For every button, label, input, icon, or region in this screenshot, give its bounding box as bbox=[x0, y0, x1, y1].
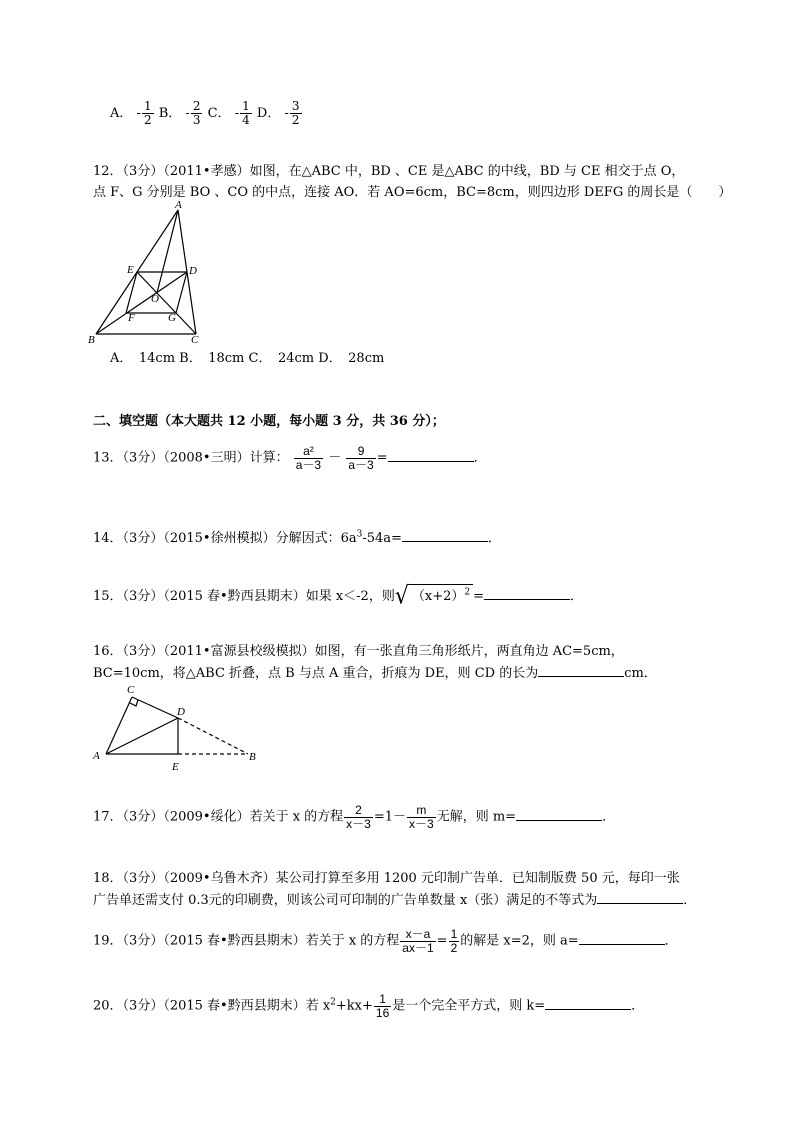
answer-blank[interactable] bbox=[516, 808, 602, 821]
fraction: $\frac{1}{2}$ bbox=[143, 99, 152, 127]
fraction: $\frac{2}{x-3}$ bbox=[346, 803, 371, 831]
q16-line2: BC=10cm，将△ABC 折叠，点 B 与点 A 重合，折痕为 DE，则 CD 的长为 cm． bbox=[93, 666, 657, 681]
answer-blank[interactable] bbox=[388, 449, 474, 462]
answer-blank[interactable] bbox=[484, 587, 570, 600]
fraction: $\frac{1}{16}$ bbox=[375, 992, 390, 1020]
fraction: $\frac{x-a}{ax-1}$ bbox=[402, 927, 434, 955]
label-b: B bbox=[249, 751, 256, 763]
q11-option-d: D． - $\frac{3}{2}$ bbox=[256, 99, 300, 127]
q11-option-b: B． - $\frac{2}{3}$ bbox=[158, 99, 201, 127]
q19: 19．（3分）（2015 春•黔西县期末）若关于 x 的方程 $\frac{x-a}{ax-1}$ = $\frac{1}{2}$ 的解是 x=2，则 a= ． bbox=[93, 927, 678, 955]
answer-blank[interactable] bbox=[538, 664, 624, 677]
segment-ad bbox=[106, 718, 178, 754]
q17: 17．（3分）（2009•绥化）若关于 x 的方程 $\frac{2}{x-3}$ =1－ $\frac{m}{x-3}$ 无解，则 m= ． bbox=[93, 803, 616, 831]
q18-line2: 广告单还需支付 0.3元的印刷费，则该公司可印制的广告单数量 x（张）满足的不等式为 ． bbox=[93, 893, 697, 908]
label-a: A bbox=[175, 199, 182, 211]
answer-blank[interactable] bbox=[579, 932, 665, 945]
q12-line1: 12．（3分）（2011•孝感）如图，在△ABC 中，BD 、CE 是△ABC 的中线，BD 与 CE 相交于点 O， bbox=[93, 164, 685, 179]
fraction: $\frac{1}{2}$ bbox=[450, 927, 458, 955]
sqrt-radicand: $(x+2)^2$ bbox=[409, 584, 473, 604]
segment-cd bbox=[132, 697, 178, 718]
label-g: G bbox=[168, 312, 176, 324]
answer-blank[interactable] bbox=[545, 997, 631, 1010]
label-c: C bbox=[127, 684, 135, 696]
fraction: $\frac{2}{3}$ bbox=[192, 99, 201, 127]
q18-line1: 18．（3分）（2009•乌鲁木齐）某公司打算至多用 1200 元印制广告单．已知制版费 50 元，每印一张 bbox=[93, 871, 680, 886]
q16-fold-figure bbox=[90, 682, 275, 774]
q16-line1: 16．（3分）（2011•富源县校级模拟）如图，有一张直角三角形纸片，两直角边 AC=5cm， bbox=[93, 644, 624, 659]
section-heading: 二、填空题（本大题共 12 小题，每小题 3 分，共 36 分）； bbox=[93, 414, 445, 429]
label-d: D bbox=[177, 706, 185, 718]
fraction: $\frac{m}{x-3}$ bbox=[409, 803, 434, 831]
q12-options: A． 14cm B． 18cm C． 24cm D． 28cm bbox=[110, 351, 385, 366]
q20: 20．（3分）（2015 春•黔西县期末）若 $x^2+kx+$ $\frac{1}{16}$ 是一个完全平方式，则 k= ． bbox=[93, 992, 645, 1020]
q11-option-c: C． - $\frac{1}{4}$ bbox=[207, 99, 250, 127]
label-a: A bbox=[93, 750, 100, 762]
fraction: $\frac{\text{a²}}{a-3}$ bbox=[295, 444, 322, 472]
q12-line2: 点 F、G 分别是 BO 、CO 的中点，连接 AO．若 AO=6cm，BC=8cm，则四边形 DEFG 的周长是（ ） bbox=[93, 185, 732, 200]
side-ac bbox=[106, 697, 132, 754]
label-d: D bbox=[189, 265, 197, 277]
label-f: F bbox=[128, 312, 135, 324]
right-angle-mark bbox=[130, 700, 138, 706]
median-bd bbox=[96, 272, 187, 334]
fraction: $\frac{1}{4}$ bbox=[242, 99, 250, 127]
q12-triangle-figure bbox=[88, 198, 208, 346]
fraction: $\frac{9}{a-3}$ bbox=[348, 444, 374, 472]
label-c: C bbox=[191, 334, 199, 346]
label-e: E bbox=[172, 761, 179, 773]
label-o: O bbox=[151, 293, 159, 305]
q15: 15．（3分）（2015 春•黔西县期末）如果 x＜-2，则√ $(x+2)^2$ = ． bbox=[93, 582, 584, 610]
dashed-db bbox=[178, 718, 248, 754]
answer-blank[interactable] bbox=[402, 529, 488, 542]
fraction: $\frac{3}{2}$ bbox=[291, 99, 300, 127]
q11-options bbox=[110, 100, 303, 126]
q13: 13．（3分）（2008•三明）计算： $\frac{\text{a²}}{a-3}$ － $\frac{9}{a-3}$ = ． bbox=[93, 444, 487, 472]
label-e: E bbox=[127, 264, 134, 276]
q11-option-a: A． - $\frac{1}{2}$ bbox=[110, 99, 152, 127]
answer-blank[interactable] bbox=[597, 891, 683, 904]
label-b: B bbox=[88, 334, 95, 346]
median-ce bbox=[137, 272, 196, 334]
sqrt-symbol: √ bbox=[394, 582, 409, 610]
q14: 14．（3分）（2015•徐州模拟）分解因式：$6a^3-54a=$ ． bbox=[93, 529, 501, 546]
